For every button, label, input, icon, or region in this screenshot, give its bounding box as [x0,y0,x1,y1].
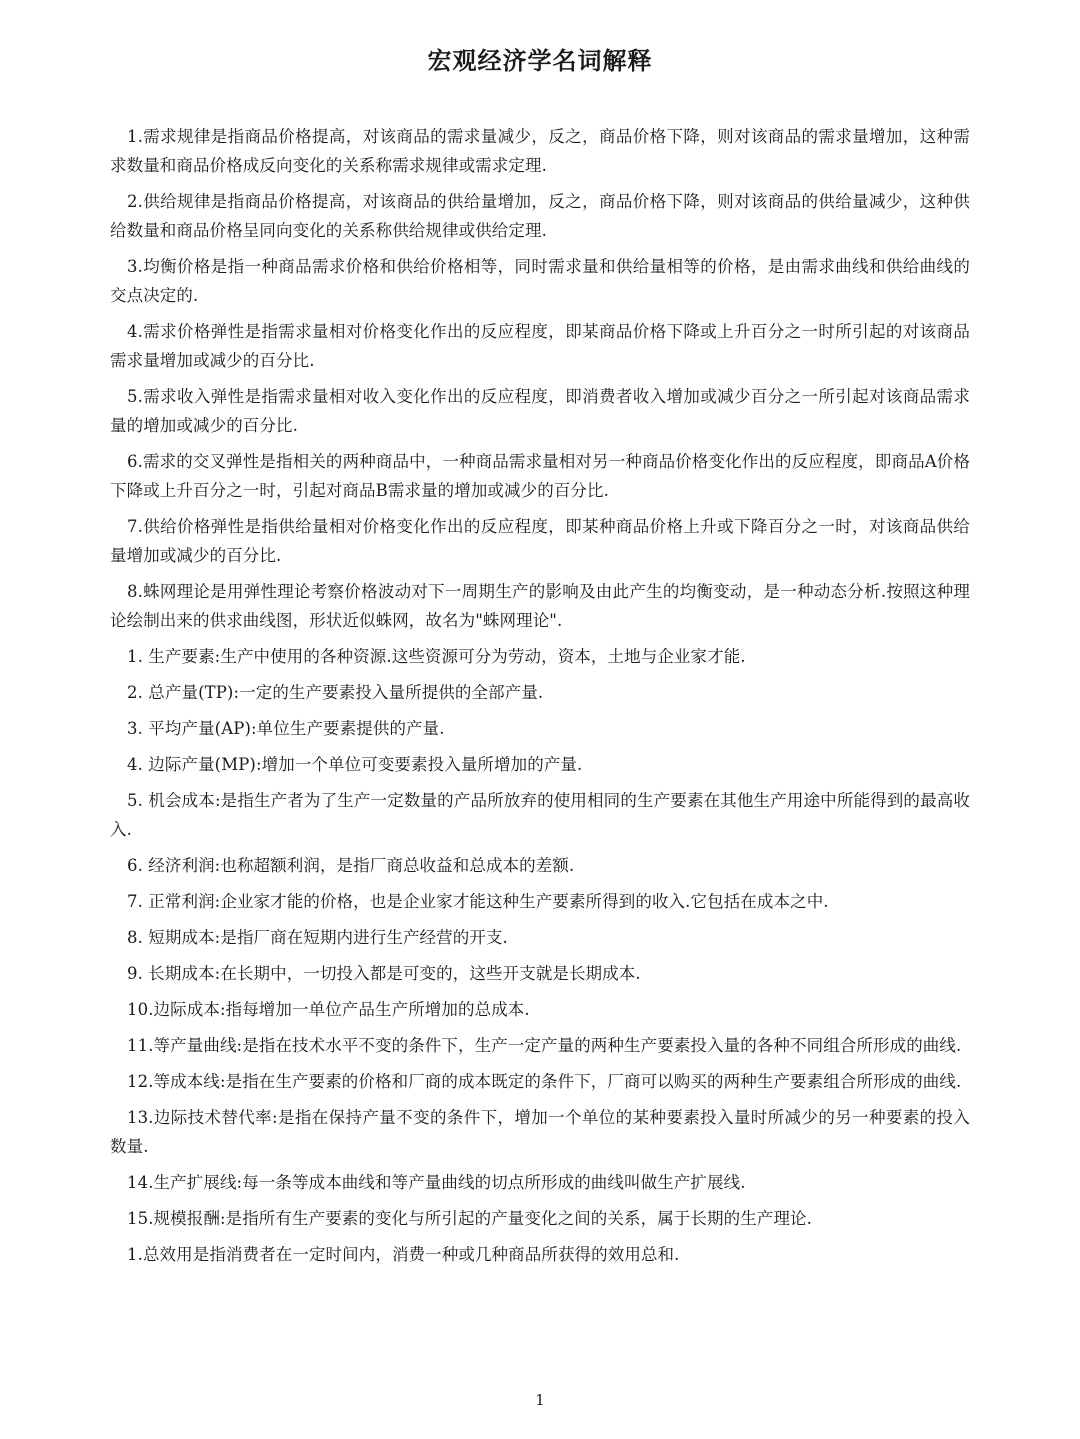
paragraph: 5. 机会成本:是指生产者为了生产一定数量的产品所放弃的使用相同的生产要素在其他生产用途中所能得到的最高收入. [110,791,970,839]
page-title: 宏观经济学名词解释 [427,46,653,75]
paragraph: 8.蛛网理论是用弹性理论考察价格波动对下一周期生产的影响及由此产生的均衡变动，是一种动态分析.按照这种理论绘制出来的供求曲线图，形状近似蛛网，故名为"蛛网理论". [110,582,970,630]
paragraph: 6. 经济利润:也称超额利润，是指厂商总收益和总成本的差额. [127,856,575,875]
paragraph: 15.规模报酬:是指所有生产要素的变化与所引起的产量变化之间的关系，属于长期的生产理论. [127,1209,812,1228]
paragraph: 12.等成本线:是指在生产要素的价格和厂商的成本既定的条件下，厂商可以购买的两种生产要素组合所形成的曲线. [127,1072,962,1091]
paragraph: 4. 边际产量(MP):增加一个单位可变要素投入量所增加的产量. [127,755,583,774]
paragraph: 1. 生产要素:生产中使用的各种资源.这些资源可分为劳动，资本，土地与企业家才能. [127,647,746,666]
paragraph: 7.供给价格弹性是指供给量相对价格变化作出的反应程度，即某种商品价格上升或下降百分之一时，对该商品供给量增加或减少的百分比. [110,517,970,565]
paragraph: 6.需求的交叉弹性是指相关的两种商品中，一种商品需求量相对另一种商品价格变化作出的反应程度，即商品A价格下降或上升百分之一时，引起对商品B需求量的增加或减少的百分比. [110,452,970,500]
paragraph: 7. 正常利润:企业家才能的价格，也是企业家才能这种生产要素所得到的收入.它包括在成本之中. [127,892,829,911]
paragraph: 14.生产扩展线:每一条等成本曲线和等产量曲线的切点所形成的曲线叫做生产扩展线. [127,1173,746,1192]
paragraph: 1.总效用是指消费者在一定时间内，消费一种或几种商品所获得的效用总和. [127,1245,680,1264]
paragraph: 4.需求价格弹性是指需求量相对价格变化作出的反应程度，即某商品价格下降或上升百分之一时所引起的对该商品需求量增加或减少的百分比. [110,322,970,370]
paragraph: 3. 平均产量(AP):单位生产要素提供的产量. [127,719,445,738]
page-number: 1 [535,1391,545,1409]
paragraph: 3.均衡价格是指一种商品需求价格和供给价格相等，同时需求量和供给量相等的价格，是由需求曲线和供给曲线的交点决定的. [110,257,970,305]
paragraph: 2.供给规律是指商品价格提高，对该商品的供给量增加，反之，商品价格下降，则对该商品的供给量减少，这种供给数量和商品价格呈同向变化的关系称供给规律或供给定理. [110,192,970,240]
paragraph: 1.需求规律是指商品价格提高，对该商品的需求量减少，反之，商品价格下降，则对该商品的需求量增加，这种需求数量和商品价格成反向变化的关系称需求规律或需求定理. [110,127,970,175]
paragraph: 2. 总产量(TP):一定的生产要素投入量所提供的全部产量. [127,683,544,702]
paragraph: 8. 短期成本:是指厂商在短期内进行生产经营的开支. [127,928,508,947]
paragraph: 13.边际技术替代率:是指在保持产量不变的条件下，增加一个单位的某种要素投入量时所减少的另一种要素的投入数量. [110,1108,970,1156]
paragraph: 10.边际成本:指每增加一单位产品生产所增加的总成本. [127,1000,530,1019]
paragraph: 5.需求收入弹性是指需求量相对收入变化作出的反应程度，即消费者收入增加或减少百分之一所引起对该商品需求量的增加或减少的百分比. [110,387,970,435]
paragraph: 11.等产量曲线:是指在技术水平不变的条件下，生产一定产量的两种生产要素投入量的各种不同组合所形成的曲线. [127,1036,962,1055]
paragraph: 9. 长期成本:在长期中，一切投入都是可变的，这些开支就是长期成本. [127,964,641,983]
